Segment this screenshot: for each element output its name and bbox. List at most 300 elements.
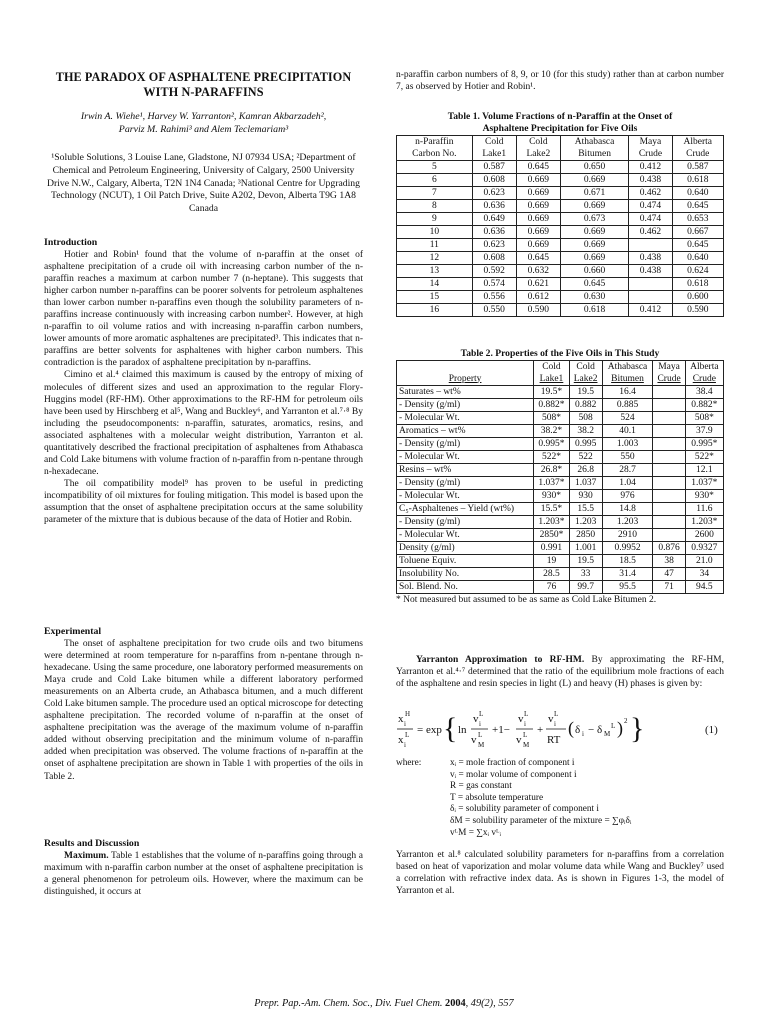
table-2-footnote: * Not measured but assumed to be as same as Cold Lake Bitumen 2.	[396, 595, 657, 605]
table-2-row	[397, 555, 724, 568]
table-1-row	[397, 252, 724, 265]
introduction-section	[44, 237, 363, 526]
intro-paragraph-2: Cimino et al.⁴ claimed this maximum is caused by the entropy of mixing of molecules of different sizes and used an approximation to the regular Flory-Huggins model (RF-HM). Other approximations to the RF-HM for petroleum oils have been used by Hirschberg et al⁵, Wang and Buckley⁶, and Yarranton et al.⁷·⁸ By including the pseudocomponents: n-paraffin, saturates, aromatics, resins, and associated asphaltenes with a molecular weight distribution, Yarranton et al. quantitatively described the fractional precipitation of asphaltenes from Athabasca and Cold Lake bitumens with volume fraction of n-paraffin from n-pentane through n-hexadecane.	[44, 370, 363, 477]
eq-plus: +	[537, 724, 544, 736]
table-2-cell: 508*	[685, 412, 723, 425]
eq-num2-sub: i	[524, 720, 526, 728]
table-2-grid	[396, 360, 724, 594]
table-2-header-row-1	[397, 361, 724, 374]
footer-page: , 557	[493, 998, 514, 1009]
table-1-cell: 0.612	[516, 291, 560, 304]
results-paragraph-continued: n-paraffin carbon numbers of 8, 9, or 10 (for this study) rather than at carbon number 7, as observed by Hotier and Robin¹.	[396, 70, 724, 93]
eq-num2-v: v	[518, 713, 524, 725]
table-2-cell: 38.2	[569, 425, 602, 438]
definition-item: δM = solubility parameter of the mixture = ∑φᵢδᵢ	[450, 815, 632, 826]
definition-item: vᵢ = molar volume of component i	[450, 769, 577, 780]
paper-title: THE PARADOX OF ASPHALTENE PRECIPITATION WITH N-PARAFFINS	[55, 70, 352, 99]
table-2-cell: 38	[653, 555, 685, 568]
table-2	[396, 348, 724, 606]
table-2-cell: 18.5	[602, 555, 653, 568]
experimental-section	[44, 626, 363, 783]
table-2-cell: 1.037*	[685, 477, 723, 490]
table-2-cell: 12.1	[685, 464, 723, 477]
table-2-row	[397, 568, 724, 581]
table-2-header-cell: Lake1	[534, 373, 570, 386]
table-2-cell	[653, 464, 685, 477]
eq-num-v: v	[473, 713, 479, 725]
definition-item: vᴸM = ∑xᵢ vᴸᵢ	[450, 827, 501, 838]
table-2-cell: 0.882*	[685, 399, 723, 412]
table-1-header-cell: Bitumen	[560, 148, 628, 161]
table-1-row	[397, 213, 724, 226]
table-1-cell: 0.556	[472, 291, 516, 304]
table-2-cell: 930	[569, 490, 602, 503]
footer-year: 2004	[445, 998, 466, 1009]
table-2-cell: 522	[569, 451, 602, 464]
table-2-cell: Saturates – wt%	[397, 386, 534, 399]
table-2-cell: 0.885	[602, 399, 653, 412]
eq-num3-v: v	[548, 713, 554, 725]
table-2-cell: 38.4	[685, 386, 723, 399]
table-2-row	[397, 386, 724, 399]
eq-den-v: v	[471, 734, 477, 746]
table-1-cell: 0.649	[472, 213, 516, 226]
table-1-header-cell: Athabasca	[560, 136, 628, 149]
table-2-cell: - Molecular Wt.	[397, 490, 534, 503]
definition-item: R = gas constant	[450, 781, 512, 792]
table-2-cell: 40.1	[602, 425, 653, 438]
definition-list	[450, 758, 631, 839]
table-2-cell	[653, 529, 685, 542]
table-1-cell: 0.669	[560, 174, 628, 187]
table-1	[396, 111, 724, 317]
introduction-heading: Introduction	[44, 237, 98, 248]
table-2-cell: 522*	[534, 451, 570, 464]
table-2-cell: 508*	[534, 412, 570, 425]
intro-paragraph-3: The oil compatibility model⁹ has proven to be useful in predicting incompatibility of oil mixtures for fouling mitigation. This model is based upon the assumption that the onset of asphaltene precipitation occurs at the same solubility parameter of the mixture that is dubious because of the data of Hotier and Robin.	[44, 478, 363, 526]
table-1-cell: 0.618	[560, 304, 628, 317]
table-2-header-cell: Cold	[569, 361, 602, 374]
table-1-cell: 0.640	[672, 187, 723, 200]
table-1-cell: 0.590	[516, 304, 560, 317]
yarranton-paragraph-2: Yarranton et al.⁸ calculated solubility parameters for n-paraffins from a correlation based on heat of vaporization and molar volume data while Wang and Buckley⁷ used a correlation with refractive index data. As is shown in Figures 1-3, the model of Yarranton et al.	[396, 850, 724, 897]
table-1-cell: 0.669	[516, 174, 560, 187]
table-2-cell: 15.5*	[534, 503, 570, 516]
table-1-cell: 0.618	[672, 278, 723, 291]
table-2-cell: 0.9327	[685, 542, 723, 555]
table-2-cell: Resins – wt%	[397, 464, 534, 477]
table-2-cell: 71	[653, 581, 685, 594]
table-2-row	[397, 529, 724, 542]
table-1-header-row-1	[397, 136, 724, 149]
table-2-cell: 26.8*	[534, 464, 570, 477]
table-2-row	[397, 451, 724, 464]
eq-delta-i-sub: i	[582, 730, 584, 738]
table-1-row	[397, 187, 724, 200]
table-2-row	[397, 438, 724, 451]
table-1-header-cell: Carbon No.	[397, 148, 473, 161]
yarranton-paragraph-text: By approximating the RF-HM, Yarranton et al.⁴·⁷ determined that the ratio of the equilibrium mole fractions of each of the asphaltene and resin species in light (L) and heavy (H) phases is given by:	[396, 655, 724, 690]
table-2-cell: 976	[602, 490, 653, 503]
author-list	[44, 111, 363, 137]
results-heading: Results and Discussion	[44, 838, 140, 849]
table-2-cell: 0.876	[653, 542, 685, 555]
footer-journal: Prepr. Pap.-Am. Chem. Soc., Div. Fuel Chem.	[254, 998, 443, 1009]
definition-item: xᵢ = mole fraction of component i	[450, 758, 575, 768]
table-2-caption: Table 2. Properties of the Five Oils in This Study	[460, 348, 660, 359]
table-1-cell: 0.621	[516, 278, 560, 291]
table-1-cell: 0.645	[672, 200, 723, 213]
table-1-cell: 0.645	[672, 239, 723, 252]
maximum-runin: Maximum.	[64, 851, 109, 861]
authors-line-2: Parviz M. Rahimi³ and Alem Teclemariam³	[118, 123, 289, 135]
experimental-paragraph: The onset of asphaltene precipitation for two crude oils and two bitumens were determined at room temperature for n-paraffins from n-pentane through n-hexadecane. Using the same procedure, one laboratory performed measurements on Maya crude and Cold Lake bitumen while a different laboratory performed measurements on an Alberta crude, an Athabasca bitumen, and a much different Cold Lake bitumen sample. The procedure used an optical microscope for detecting asphaltene precipitation. The recorded volume of n-paraffin at the onset of asphaltene precipitation was the average of the maximum volume of n-paraffin added without observing precipitation and the minimum volume of n-paraffin added when precipitation was observed. The volume fractions of n-paraffin at the onset of asphaltene precipitation are shown in Table 1 with properties of the oils in Table 2.	[44, 639, 363, 782]
table-2-cell: 34	[685, 568, 723, 581]
table-1-cell: 0.587	[472, 161, 516, 174]
table-1-cell: 0.660	[560, 265, 628, 278]
table-2-cell: 76	[534, 581, 570, 594]
where-label: where:	[396, 758, 422, 768]
table-2-cell: 2850*	[534, 529, 570, 542]
experimental-heading: Experimental	[44, 626, 102, 637]
table-2-cell: 1.001	[569, 542, 602, 555]
table-2-cell: 31.4	[602, 568, 653, 581]
table-2-cell	[653, 399, 685, 412]
table-1-cell: 0.636	[472, 200, 516, 213]
yarranton-runin: Yarranton Approximation to RF-HM.	[416, 655, 585, 665]
eq-den-sub: M	[478, 741, 485, 749]
eq-plus-one-minus: +1−	[492, 724, 510, 736]
table-1-cell: 0.645	[516, 252, 560, 265]
table-2-cell: 0.995*	[685, 438, 723, 451]
table-2-row	[397, 542, 724, 555]
table-2-cell: - Molecular Wt.	[397, 451, 534, 464]
table-1-row	[397, 200, 724, 213]
table-1-cell: 16	[397, 304, 473, 317]
table-2-cell: 2910	[602, 529, 653, 542]
results-paragraph-text: Table 1 establishes that the volume of n-paraffins going through a maximum with n-paraffin carbon number at the onset of asphaltene precipitation is a general phenomenon for petroleum oils. However, where the maximum can be distinguished, it occurs at	[44, 851, 363, 898]
yarranton-paragraph	[396, 654, 724, 690]
table-1-cell: 0.412	[629, 161, 672, 174]
eq-num-sub: i	[479, 720, 481, 728]
eq-equals-exp: = exp	[417, 724, 442, 736]
table-1-cell: 0.623	[472, 239, 516, 252]
table-1-cell: 0.673	[560, 213, 628, 226]
table-1-cell: 0.438	[629, 252, 672, 265]
table-2-header-cell: Maya	[653, 361, 685, 374]
table-2-cell: 11.6	[685, 503, 723, 516]
table-2-cell	[653, 477, 685, 490]
table-1-cell: 0.632	[516, 265, 560, 278]
table-1-row	[397, 304, 724, 317]
table-2-cell: 19.5	[569, 386, 602, 399]
footer-volume: 49(2)	[470, 998, 494, 1009]
table-1-cell: 12	[397, 252, 473, 265]
table-2-cell: 0.991	[534, 542, 570, 555]
table-2-cell: - Molecular Wt.	[397, 412, 534, 425]
table-2-cell	[653, 451, 685, 464]
table-1-row	[397, 239, 724, 252]
table-1-header-row-2	[397, 148, 724, 161]
table-1-cell: 0.669	[560, 226, 628, 239]
table-1-cell: 0.640	[672, 252, 723, 265]
eq-left-brace: {	[443, 712, 458, 745]
table-2-cell: 2600	[685, 529, 723, 542]
eq-sup-l: L	[405, 731, 410, 739]
table-1-cell: 0.412	[629, 304, 672, 317]
table-1-header-cell: Lake1	[472, 148, 516, 161]
eq-den2-sub: M	[523, 741, 530, 749]
table-2-row	[397, 412, 724, 425]
table-2-row	[397, 425, 724, 438]
table-2-cell: 14.8	[602, 503, 653, 516]
table-2-header-row-2	[397, 373, 724, 386]
table-1-header-cell: n-Paraffin	[397, 136, 473, 149]
eq-num2-sup: L	[524, 710, 529, 718]
table-2-cell: 550	[602, 451, 653, 464]
table-1-cell: 0.653	[672, 213, 723, 226]
table-2-cell: 0.995	[569, 438, 602, 451]
table-2-cell: 15.5	[569, 503, 602, 516]
table-1-cell: 0.618	[672, 174, 723, 187]
table-1-row	[397, 174, 724, 187]
table-2-cell: 522*	[685, 451, 723, 464]
table-2-cell	[653, 516, 685, 529]
eq-num3-sup: L	[554, 710, 559, 718]
table-2-cell: - Molecular Wt.	[397, 529, 534, 542]
table-2-cell: 508	[569, 412, 602, 425]
table-2-header-cell: Bitumen	[602, 373, 653, 386]
table-2-header-cell: Crude	[685, 373, 723, 386]
table-2-cell: 16.4	[602, 386, 653, 399]
table-1-cell: 0.438	[629, 265, 672, 278]
table-1-grid	[396, 135, 724, 317]
table-2-cell: 94.5	[685, 581, 723, 594]
table-2-cell: 0.882	[569, 399, 602, 412]
eq-den2-sup: L	[523, 731, 528, 739]
eq-sub-i2: i	[404, 741, 406, 749]
table-1-cell: 0.574	[472, 278, 516, 291]
eq-delta-m-sub: M	[604, 730, 611, 738]
table-2-row	[397, 490, 724, 503]
table-1-cell: 0.600	[672, 291, 723, 304]
table-1-row	[397, 226, 724, 239]
table-1-header-cell: Cold	[516, 136, 560, 149]
table-2-header-cell: Crude	[653, 373, 685, 386]
table-2-cell	[653, 386, 685, 399]
table-2-cell: 37.9	[685, 425, 723, 438]
eq-den-sup: L	[478, 731, 483, 739]
table-1-cell: 0.592	[472, 265, 516, 278]
table-2-header-cell: Cold	[534, 361, 570, 374]
table-1-cell: 0.669	[560, 252, 628, 265]
table-2-cell: 1.203*	[534, 516, 570, 529]
table-2-row	[397, 581, 724, 594]
table-1-cell: 0.645	[516, 161, 560, 174]
table-2-row	[397, 516, 724, 529]
table-1-cell: 0.474	[629, 213, 672, 226]
affiliations: ¹Soluble Solutions, 3 Louise Lane, Gladstone, NJ 07934 USA; ²Department of Chemical and Petroleum Engineering, University of Calgary, 2500 University Drive N.W., Calgary, Alberta, T2N 1N4 Canada; ³National Centre for Upgrading Technology (NCUT), 1 Oil Patch Drive, Suite A202, Devon, Alberta T9G 1A8 Canada	[46, 152, 360, 215]
table-2-cell: 19	[534, 555, 570, 568]
equation-1	[396, 704, 724, 760]
table-2-cell: 26.8	[569, 464, 602, 477]
table-1-cell: 0.474	[629, 200, 672, 213]
table-2-cell: - Density (g/ml)	[397, 438, 534, 451]
table-2-row	[397, 399, 724, 412]
table-2-cell: 1.203	[602, 516, 653, 529]
table-2-row	[397, 503, 724, 516]
table-1-cell: 0.669	[516, 213, 560, 226]
definition-item: δᵢ = solubility parameter of component i	[450, 804, 600, 815]
eq-delta-m: δ	[597, 724, 603, 736]
results-paragraph-1	[44, 850, 363, 898]
eq-minus: −	[588, 724, 595, 736]
eq-paren-open: (	[568, 718, 574, 738]
table-2-cell	[653, 503, 685, 516]
table-1-cell: 10	[397, 226, 473, 239]
page-footer: Prepr. Pap.-Am. Chem. Soc., Div. Fuel Chem. 2004, 49(2), 557	[254, 998, 514, 1009]
table-1-row	[397, 278, 724, 291]
table-1-cell: 0.550	[472, 304, 516, 317]
table-1-caption-line-2: Asphaltene Precipitation for Five Oils	[482, 123, 638, 134]
table-1-header-cell: Crude	[629, 148, 672, 161]
table-2-header-cell: Property	[397, 373, 534, 386]
table-2-cell: 930*	[685, 490, 723, 503]
table-1-cell: 0.671	[560, 187, 628, 200]
yarranton-continuation	[396, 849, 724, 897]
table-2-cell	[653, 425, 685, 438]
table-2-header-cell	[397, 361, 534, 374]
table-2-cell: Density (g/ml)	[397, 542, 534, 555]
intro-paragraph-1: Hotier and Robin¹ found that the volume of n-paraffin at the onset of asphaltene precipitation of a crude oil with increasing carbon number of the n-paraffin reaches a maximum at carbon number 7 (n-heptane). This suggests that higher carbon number n-paraffins can be poorer solvents for petroleum asphaltenes than lower carbon number n-paraffins even though the solubility parameters of n-paraffins increase continuously with increasing carbon number². However, at high n-paraffin to oil volume ratios and with increasing n-paraffin carbon numbers, lower amounts of more aromatic asphaltenes are precipitated³. This indicates that n-paraffins are better solvents for asphaltenes with higher carbon numbers. This contradiction is the paradox of asphaltene precipitation by n-paraffins.	[44, 250, 363, 369]
table-2-cell: 28.5	[534, 568, 570, 581]
table-2-cell: 930*	[534, 490, 570, 503]
table-2-cell: 95.5	[602, 581, 653, 594]
table-1-cell: 0.624	[672, 265, 723, 278]
results-continuation	[396, 69, 724, 93]
table-2-cell: Insolubility No.	[397, 568, 534, 581]
table-1-cell: 15	[397, 291, 473, 304]
table-2-cell: Sol. Blend. No.	[397, 581, 534, 594]
definition-item: T = absolute temperature	[450, 792, 544, 803]
equation-number: (1)	[705, 724, 718, 736]
table-1-row	[397, 291, 724, 304]
results-section	[44, 838, 363, 898]
table-1-cell: 0.590	[672, 304, 723, 317]
table-2-cell: 19.5	[569, 555, 602, 568]
table-2-cell: C₅-Asphaltenes – Yield (wt%)	[397, 503, 534, 516]
table-2-cell: - Density (g/ml)	[397, 477, 534, 490]
table-2-header-cell: Athabasca	[602, 361, 653, 374]
table-2-row	[397, 464, 724, 477]
eq-num-sup: L	[479, 710, 484, 718]
table-1-cell: 0.462	[629, 187, 672, 200]
table-1-header-cell: Lake2	[516, 148, 560, 161]
table-1-cell: 0.645	[560, 278, 628, 291]
table-2-cell: 524	[602, 412, 653, 425]
table-1-cell: 0.636	[472, 226, 516, 239]
table-1-cell: 0.623	[472, 187, 516, 200]
table-1-cell: 0.650	[560, 161, 628, 174]
eq-delta-i: δ	[575, 724, 581, 736]
table-2-cell: 1.04	[602, 477, 653, 490]
table-2-cell: Aromatics – wt%	[397, 425, 534, 438]
yarranton-section	[396, 654, 724, 690]
table-2-cell: - Density (g/ml)	[397, 516, 534, 529]
table-1-cell: 13	[397, 265, 473, 278]
table-2-cell: Toluene Equiv.	[397, 555, 534, 568]
table-1-row	[397, 265, 724, 278]
table-2-cell: 28.7	[602, 464, 653, 477]
table-2-row	[397, 477, 724, 490]
table-2-cell: 47	[653, 568, 685, 581]
eq-sub-i: i	[404, 720, 406, 728]
table-2-cell: 2850	[569, 529, 602, 542]
table-2-cell: 0.9952	[602, 542, 653, 555]
eq-sup-l2: L	[611, 722, 616, 730]
table-1-header-cell: Cold	[472, 136, 516, 149]
table-1-cell: 11	[397, 239, 473, 252]
eq-x-l: x	[398, 734, 404, 746]
table-1-row	[397, 161, 724, 174]
table-1-cell: 0.669	[560, 239, 628, 252]
table-1-cell: 0.669	[516, 239, 560, 252]
table-1-cell: 0.669	[560, 200, 628, 213]
table-2-header-cell: Alberta	[685, 361, 723, 374]
table-1-caption-line-1: Table 1. Volume Fractions of n-Paraffin at the Onset of	[447, 111, 673, 122]
table-1-cell: 0.669	[516, 200, 560, 213]
table-2-cell: 19.5*	[534, 386, 570, 399]
eq-rt: RT	[547, 734, 561, 746]
table-2-header-cell: Lake2	[569, 373, 602, 386]
eq-num3-sub: i	[554, 720, 556, 728]
table-2-cell: 1.203	[569, 516, 602, 529]
table-1-cell: 0.608	[472, 252, 516, 265]
where-definitions	[396, 758, 724, 839]
authors-line-1: Irwin A. Wiehe¹, Harvey W. Yarranton², Kamran Akbarzadeh²,	[80, 111, 327, 122]
table-2-cell: 1.037	[569, 477, 602, 490]
table-1-cell: 0.669	[516, 187, 560, 200]
table-2-cell: - Density (g/ml)	[397, 399, 534, 412]
table-1-cell: 7	[397, 187, 473, 200]
eq-sup-h: H	[405, 710, 411, 718]
table-2-cell	[653, 412, 685, 425]
table-1-cell: 5	[397, 161, 473, 174]
table-2-cell	[653, 438, 685, 451]
eq-ln: ln	[458, 724, 467, 736]
where-row	[396, 758, 724, 839]
table-1-cell: 0.608	[472, 174, 516, 187]
table-2-cell: 0.995*	[534, 438, 570, 451]
eq-paren-close: )	[617, 718, 623, 738]
table-1-cell	[629, 278, 672, 291]
table-1-cell	[629, 291, 672, 304]
table-1-cell: 6	[397, 174, 473, 187]
table-1-cell: 0.587	[672, 161, 723, 174]
table-2-cell: 1.203*	[685, 516, 723, 529]
table-1-cell	[629, 239, 672, 252]
table-1-cell: 0.630	[560, 291, 628, 304]
eq-x-h: x	[398, 713, 404, 725]
table-1-cell: 0.669	[516, 226, 560, 239]
table-1-cell: 8	[397, 200, 473, 213]
table-2-cell: 33	[569, 568, 602, 581]
table-2-cell	[653, 490, 685, 503]
table-2-cell: 1.037*	[534, 477, 570, 490]
table-2-cell: 21.0	[685, 555, 723, 568]
table-1-cell: 0.438	[629, 174, 672, 187]
table-1-cell: 9	[397, 213, 473, 226]
